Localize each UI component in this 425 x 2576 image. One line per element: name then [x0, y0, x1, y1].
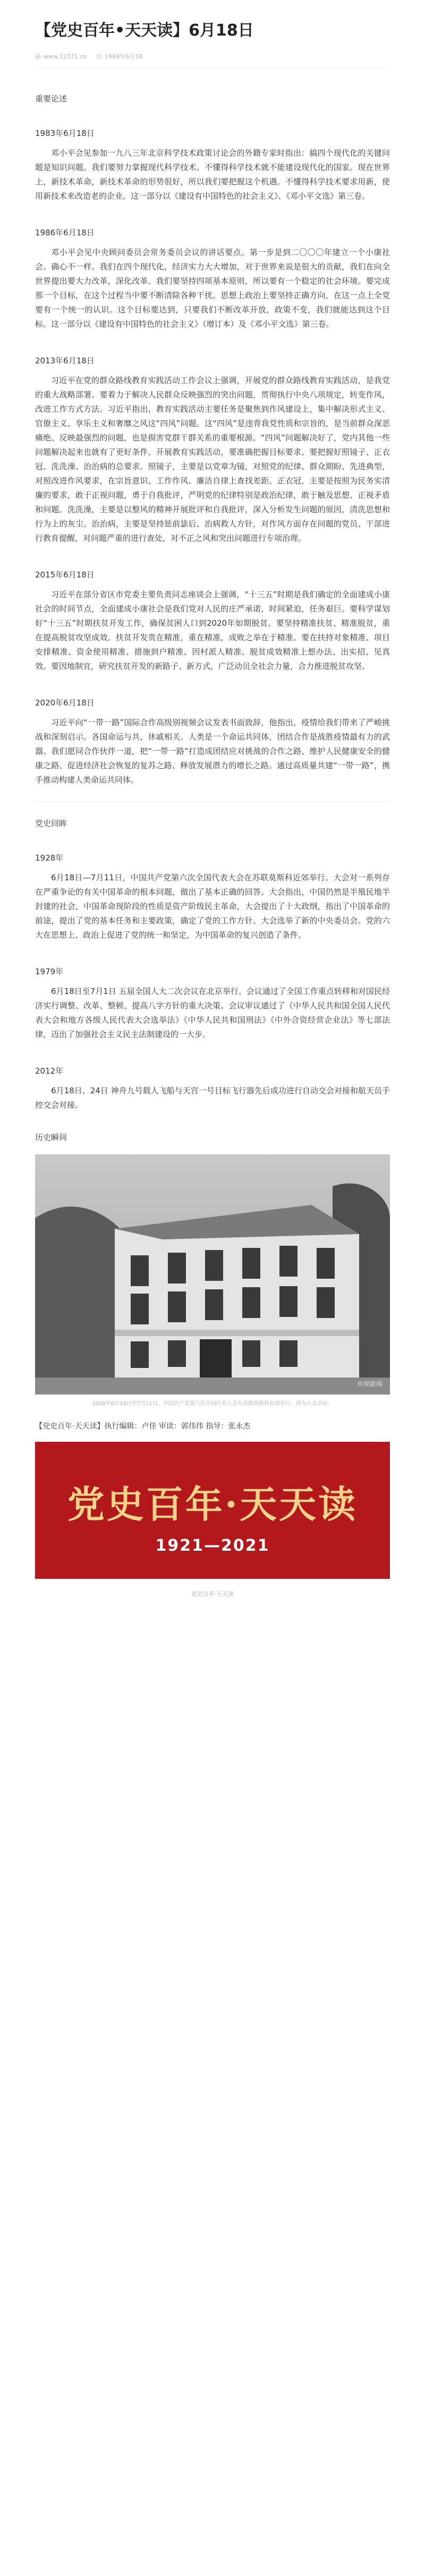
review-date: 2012年: [35, 1066, 64, 1076]
series-banner: [35, 1442, 390, 1579]
historical-photo: [35, 1154, 390, 1395]
header-divider: [35, 68, 390, 69]
article-meta: [35, 52, 390, 61]
quote-block-4: [35, 569, 390, 674]
quote-date: 2015年6月18日: [35, 570, 95, 580]
section-history-image: 历史瞬间: [35, 1133, 67, 1142]
quote-text: 邓小平会见参加一九八三年北京科学技术政策讨论会的外籍专家时指出：搞四个现代化的关键问题是知识问题。我们要努力掌握现代科学技术。不懂得科学技术就不能建设现代化的国家。现在世界上，新技术革命，新技术革命的形势很好，所以我们要把握这个机遇。不懂得科学技术要求用新，使用新技术来改造老的企业。这一部分以《建设有中国特色的社会主义》、《邓小平文选》第三卷。: [35, 148, 390, 201]
quote-date: 2020年6月18日: [35, 698, 95, 708]
editor-credit: 【党史百年·天天读】执行编辑：卢佳 审读：郭伟伟 指导：张永杰: [35, 1422, 251, 1431]
review-block-1: [35, 852, 390, 942]
section-key-quotes: 重要论述: [35, 94, 67, 104]
quote-block-1: [35, 127, 390, 203]
quote-block-5: [35, 697, 390, 787]
source-text[interactable]: www.12371.cn: [44, 53, 87, 60]
clock-icon: [96, 54, 102, 59]
review-block-2: [35, 966, 390, 1042]
review-text: 6月18日至7月1日 五届全国人大二次会议在北京举行。会议通过了全国工作重点转移和对国民经济实行调整、改革、整顿、提高八字方针的重大决策。会议审议通过了《中华人民共和国全国人民代表大会和地方各级人民代表大会选举法》《中华人民共和国刑法》《中外合资经营企业法》等七部法律，迈出了加强社会主义民主法制建设的一大步。: [35, 987, 390, 1039]
quote-date: 1986年6月18日: [35, 228, 95, 237]
review-date: 1928年: [35, 853, 64, 863]
quote-text: 习近平在部分省区市党委主要负责同志座谈会上强调，“十三五”时期是我们确定的全面建成小康社会的时间节点，全面建成小康社会是我们党对人民的庄严承诺，时间紧迫，任务艰巨。要科学谋划好“十三五”时期扶贫开发工作，确保贫困人口到2020年如期脱贫。要坚持精准扶贫、精准脱贫，重在提高脱贫攻坚成效。扶贫开发贵在精准，重在精准，成败之举在于精准。要在扶持对象精准、项目安排精准、资金使用精准、措施到户精准、因村派人精准、脱贫成效精准上想办法、出实招、见真效。要因地制宜，研究扶贫开发的新路子、新方式，广泛动员全社会力量，合力推进脱贫攻坚。: [35, 590, 390, 671]
review-text: 6月18日—7月11日，中国共产党第六次全国代表大会在苏联莫斯科近郊举行。大会对一系列存在严重争论的有关中国革命的根本问题，做出了基本正确的回答。大会指出，中国仍然是半殖民地半封建的社会，中国革命现阶段的性质是资产阶级民主革命，大会提出了十大政纲，指出了中国革命的前途，提出了党的基本任务和主要政策，确定了党的工作方针。大会选举了新的中央委员会。党的六大在思想上、政治上促进了党的统一和坚定，为中国革命的复兴创造了条件。: [35, 873, 390, 940]
date-meta: [96, 52, 142, 61]
quote-date: 1983年6月18日: [35, 129, 95, 138]
building-illustration: [35, 1154, 390, 1395]
source-meta: [35, 53, 87, 60]
globe-icon: [35, 54, 41, 59]
published-text: 1969年6月18: [105, 53, 142, 60]
review-text: 6月18日、24日 神舟九号载人飞船与天宫一号目标飞行器先后成功进行自动交会对接和航天员手控交会对接。: [35, 1086, 390, 1110]
section-history-review: 党史回眸: [35, 819, 67, 828]
quote-text: 习近平向“一带一路”国际合作高级别视频会议发表书面致辞，他指出，疫情给我们带来了严峻挑战和深刻启示。各国命运与共，休戚相关。人类是一个命运共同体，团结合作是战胜疫情最有力的武器。我们愿同合作伙伴一道，把“一带一路”打造成团结应对挑战的合作之路、维护人民健康安全的健康之路、促进经济社会恢复的复苏之路、释放发展潜力的增长之路。通过高质量共建“一带一路”，携手推动构建人类命运共同体。: [35, 718, 390, 785]
review-date: 1979年: [35, 967, 64, 976]
page-footer: 党史百年·天天读: [191, 1591, 234, 1597]
quote-text: 习近平在党的群众路线教育实践活动工作会议上强调，开展党的群众路线教育实践活动，是我党的重大战略部署。要着力于解决人民群众反映强烈的突出问题，贯彻执行中央八项规定，转变作风，改进工作方式方法。习近平指出，教育实践活动主要任务是聚焦到作风建设上，集中解决形式主义、官僚主义、享乐主义和奢靡之风这“四风”问题。这“四风”是违背我党性质和宗旨的，是当前群众深恶痛绝、反映最强烈的问题，也是损害党群干群关系的重要根源。“四风”问题解决好了，党内其他一些问题解决起来也就有了更好条件。开展教育实践活动，要准确把握目标要求。要把握好照镜子、正衣冠、洗洗澡、治治病的总要求。照镜子，主要是以党章为镜，对照党的纪律、群众期盼、先进典型，对照改进作风要求，在宗旨意识、工作作风、廉洁自律上查找差距。正衣冠，主要是按照为民务实清廉的要求，敢于正视问题，勇于自我批评，严明党的纪律特别是政治纪律，敢于触及思想、正视矛盾和问题。洗洗澡，主要是以整风的精神开展批评和自我批评，深入分析发生问题的原因，清洗思想和行为上的灰尘。治治病，主要是坚持惩前毖后、治病救人方针，对作风方面存在问题的党员、干部进行教育提醒，对问题严重的进行查处，对不正之风和突出问题进行专项治理。: [35, 376, 390, 543]
banner-years: 1921—2021: [155, 1536, 270, 1555]
quote-date: 2013年6月18日: [35, 356, 95, 365]
quote-block-3: [35, 355, 390, 546]
review-block-3: [35, 1065, 390, 1112]
photo-watermark: 央视新闻: [356, 1380, 382, 1388]
quote-block-2: [35, 227, 390, 331]
banner-title: 党史百年·天天读: [67, 1482, 358, 1526]
quote-text: 邓小平会见中央顾问委员会常务委员会议的讲话要点。第一步是到二〇〇〇年建立一个小康社会。确心不一样。我们在四个现代化，经济实力大大增加，对于世界来说是很大的贡献，我们在向全世界提出要大力改革，深化改革。我们要坚持四项基本原则，所以要有一个稳定的社会环境。要完成那一个目标，在这个过程当中要不断清除各种干扰。思想上政治上要坚持正确方向，在这一点上全党要有一个统一的认识。这个目标要达到，只要我们不断改革开放，政策不变，我们就能达到这个目标。这一部分以《建设有中国特色的社会主义》（增订本）及《邓小平文选》第三卷。: [35, 248, 390, 329]
photo-caption: 1928年6月18日至7月11日，中国共产党第六次全国代表大会在苏联莫斯科近郊举行。图为大会会址。: [92, 1401, 333, 1407]
section-divider: [35, 801, 390, 802]
article-title: 【党史百年•天天读】6月18日: [35, 21, 254, 40]
